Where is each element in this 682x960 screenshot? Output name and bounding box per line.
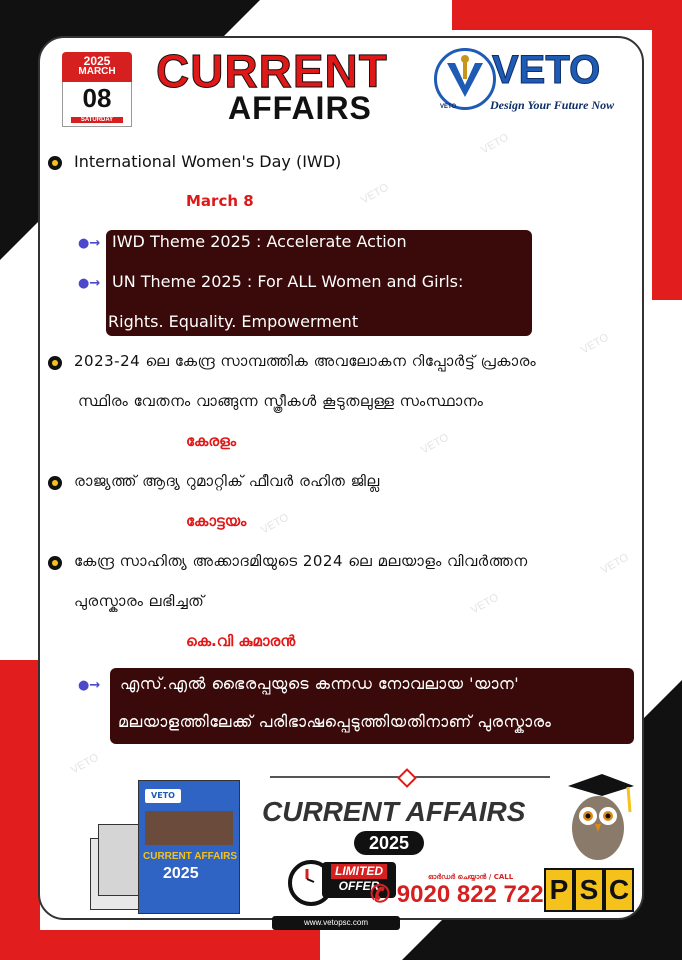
- question-text: കേന്ദ്ര സാഹിത്യ അക്കാദമിയുടെ 2024 ലെ മലയാളം വിവർത്തന: [74, 552, 528, 570]
- arrow-bullet-icon: ●→: [78, 678, 101, 693]
- edge-stripe-bottom: [0, 930, 320, 960]
- watermark: VETO: [258, 511, 291, 537]
- offer-label-bottom: OFFER: [338, 879, 380, 893]
- offer-label-top: LIMITED: [331, 864, 387, 879]
- answer-text: കോട്ടയം: [186, 512, 247, 530]
- answer-text: കെ.വി കുമാരൻ: [186, 632, 296, 650]
- bullet-icon: [48, 356, 62, 370]
- phone-icon: ✆: [370, 881, 397, 908]
- watermark: VETO: [598, 551, 631, 577]
- watermark: VETO: [578, 331, 611, 357]
- calendar-weekday: SATURDAY: [71, 117, 123, 123]
- call-label: ഓർഡർ ചെയ്യാൻ / CALL: [428, 873, 514, 881]
- psc-letter: C: [604, 868, 634, 912]
- bullet-icon: [48, 476, 62, 490]
- divider-diamond-icon: [397, 768, 417, 788]
- psc-letter: P: [544, 868, 574, 912]
- date-calendar: [62, 52, 132, 126]
- phone-number-text: 9020 822 722: [396, 881, 544, 908]
- detail-text: എസ്.എൽ ഭൈരപ്പയുടെ കന്നഡ നോവലായ 'യാന': [120, 674, 520, 693]
- detail-text: Rights. Equality. Empowerment: [108, 312, 359, 331]
- brand-logo: [434, 48, 634, 118]
- watermark: VETO: [478, 131, 511, 157]
- book-title: CURRENT AFFAIRS: [143, 851, 238, 862]
- answer-text: കേരളം: [186, 432, 237, 450]
- bullet-icon: [48, 156, 62, 170]
- answer-text: March 8: [186, 192, 254, 210]
- question-text: International Women's Day (IWD): [74, 152, 342, 171]
- watermark: VETO: [468, 591, 501, 617]
- watermark: VETO: [418, 431, 451, 457]
- calendar-year: 2025: [83, 54, 111, 68]
- footer-title: CURRENT AFFAIRS: [262, 796, 526, 827]
- arrow-bullet-icon: ●→: [78, 236, 101, 251]
- bullet-icon: [48, 556, 62, 570]
- calendar-month: MARCH: [78, 66, 116, 77]
- question-text: 2023-24 ലെ കേന്ദ്ര സാമ്പത്തിക അവലോകന റിപ്പോർട്ട് പ്രകാരം: [74, 352, 537, 370]
- corner-stripe-top-right: [452, 0, 682, 30]
- brand-name: VETO: [492, 48, 601, 92]
- content-card: [38, 36, 644, 920]
- book-year: 2025: [163, 865, 199, 882]
- edge-stripe-left: [0, 660, 40, 960]
- footer-year: 2025: [354, 831, 424, 855]
- psc-letter: S: [574, 868, 604, 912]
- phone-number[interactable]: [370, 880, 544, 909]
- website-url[interactable]: www.vetopsc.com: [272, 916, 400, 930]
- book-photo: [145, 811, 233, 845]
- detail-text: മലയാളത്തിലേക്ക് പരിഭാഷപ്പെടുത്തിയതിനാണ് പുരസ്കാരം: [118, 712, 552, 731]
- detail-text: UN Theme 2025 : For ALL Women and Girls:: [112, 272, 464, 291]
- arrow-bullet-icon: ●→: [78, 276, 101, 291]
- watermark: VETO: [358, 181, 391, 207]
- detail-text: IWD Theme 2025 : Accelerate Action: [112, 232, 407, 251]
- page-title: CURRENT: [156, 45, 388, 97]
- watermark: VETO: [68, 751, 101, 777]
- page-subtitle: AFFAIRS: [228, 90, 372, 126]
- veto-emblem-icon: [434, 48, 496, 110]
- logo-small-label: VETO: [440, 104, 457, 110]
- question-text: സ്ഥിരം വേതനം വാങ്ങുന്ന സ്ത്രീകൾ കൂടുതലുള്ള സംസ്ഥാനം: [78, 392, 484, 410]
- question-text: രാജ്യത്ത് ആദ്യ റുമാറ്റിക് ഫീവർ രഹിത ജില്ല: [74, 472, 380, 490]
- question-text: പുരസ്കാരം ലഭിച്ചത്: [74, 592, 205, 610]
- book-cover-image: [138, 780, 240, 914]
- calendar-day: 08: [82, 83, 112, 113]
- brand-tagline: Design Your Future Now: [490, 98, 615, 112]
- owl-graduate-icon: [562, 772, 636, 862]
- book-logo: VETO: [145, 789, 181, 803]
- edge-stripe-right: [652, 0, 682, 300]
